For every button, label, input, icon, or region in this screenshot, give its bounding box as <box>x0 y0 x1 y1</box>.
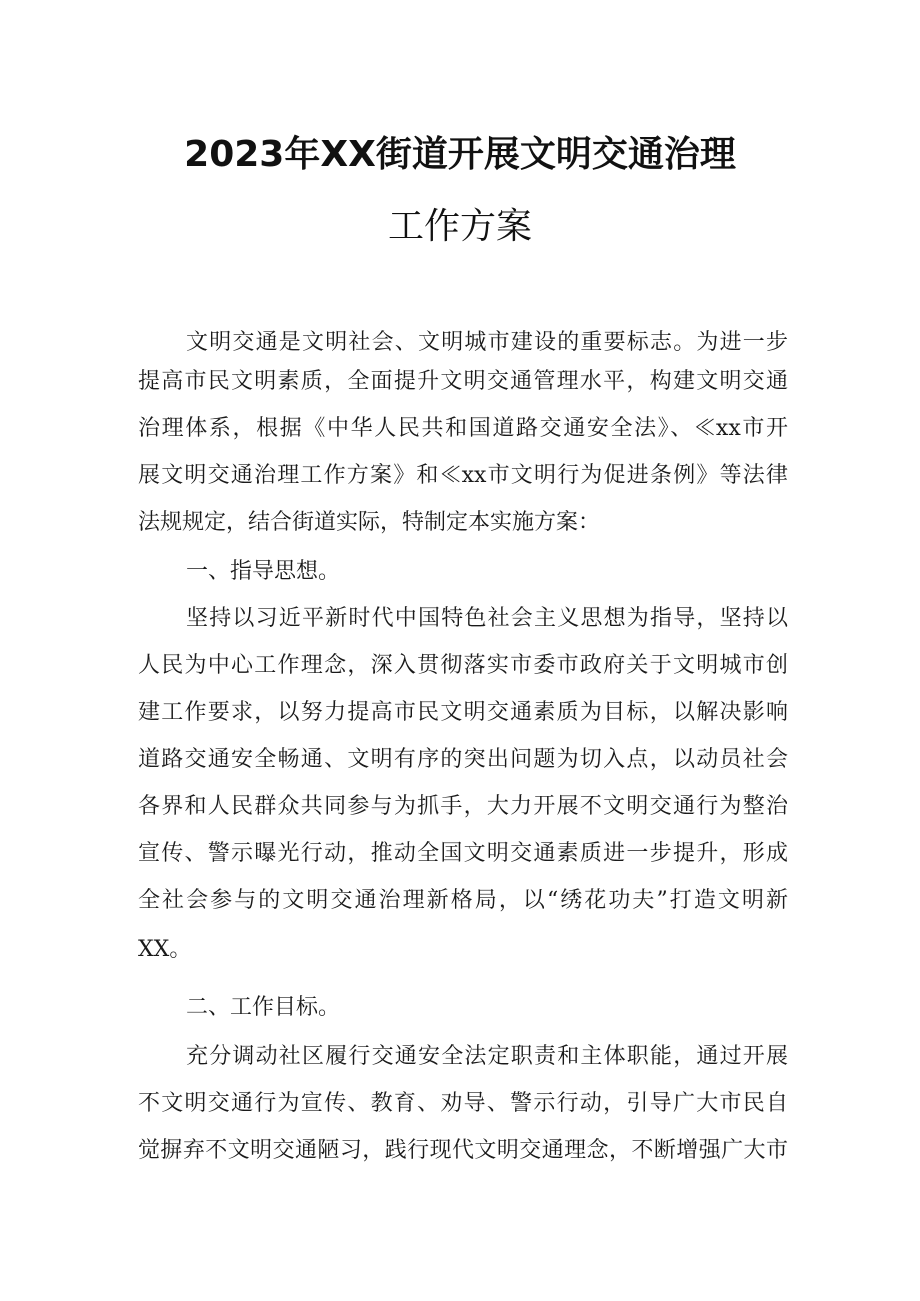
section-heading: 二、工作目标。 <box>186 995 341 1020</box>
body-line: 文明交通是文明社会、文明城市建设的重要标志。为进一步 <box>186 330 788 355</box>
body-line: 法规规定，结合街道实际，特制定本实施方案： <box>138 510 601 535</box>
body-line: 宣传、警示曝光行动，推动全国文明交通素质进一步提升，形成 <box>138 841 788 866</box>
body-line: XX。 <box>138 937 192 962</box>
section-heading: 一、指导思想。 <box>186 559 341 584</box>
body-line: 觉摒弃不文明交通陋习，践行现代文明交通理念，不断增强广大市 <box>138 1138 788 1163</box>
body-line: 展文明交通治理工作方案》和≪xx市文明行为促进条例》等法律 <box>138 463 788 488</box>
body-line: 提高市民文明素质，全面提升文明交通管理水平，构建文明交通 <box>138 369 788 394</box>
body-line: 不文明交通行为宣传、教育、劝导、警示行动，引导广大市民自 <box>138 1091 788 1116</box>
body-line: 人民为中心工作理念，深入贯彻落实市委市政府关于文明城市创 <box>138 653 788 678</box>
document-title-line-1: 2023年XX街道开展文明交通治理 <box>184 134 736 175</box>
body-line: 全社会参与的文明交通治理新格局，以“绣花功夫”打造文明新 <box>138 888 788 913</box>
body-line: 各界和人民群众共同参与为抓手，大力开展不文明交通行为整治 <box>138 794 788 819</box>
body-line: 道路交通安全畅通、文明有序的突出问题为切入点，以动员社会 <box>138 747 788 772</box>
body-line: 充分调动社区履行交通安全法定职责和主体职能，通过开展 <box>186 1044 788 1069</box>
body-line: 治理体系，根据《中华人民共和国道路交通安全法》、≪xx市开 <box>138 416 788 441</box>
document-title-line-2: 工作方案 <box>387 206 532 247</box>
body-line: 建工作要求，以努力提高市民文明交通素质为目标，以解决影响 <box>138 700 788 725</box>
body-line: 坚持以习近平新时代中国特色社会主义思想为指导，坚持以 <box>186 606 788 631</box>
